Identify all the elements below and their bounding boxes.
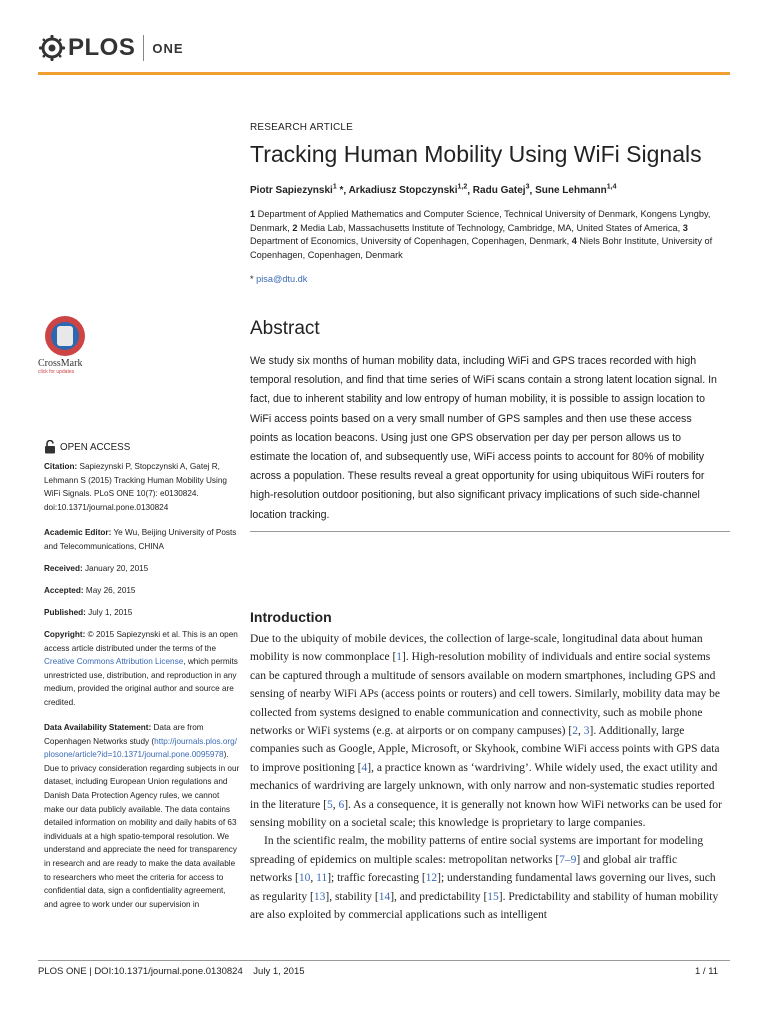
citation-link[interactable]: 15 (487, 890, 499, 903)
citation-link[interactable]: 5 (326, 798, 333, 811)
citation-link[interactable]: 2 (572, 725, 578, 738)
academic-editor: Academic Editor: Ye Wu, Beijing University of Posts and Telecommunications, CHINA (44, 528, 237, 551)
citation-link[interactable]: 4 (361, 761, 368, 774)
footer-citation: PLOS ONE | DOI:10.1371/journal.pone.0130824 July 1, 2015 (38, 966, 305, 977)
data-availability: Data Availability Statement: Data are from Copenhagen Networks study (http://journals.plos.org/plosone/article?id=10.1371/journal.pone.0095978). Due to privacy consideration regarding subjects in our dataset, including European Union regulations and Danish Data Protection Agency rules, we cannot make our data publicly available. The data contains detailed information on mobility and daily habits of 63 individuals at a high spatio-temporal resolution. We understand and appreciate the need for transparency in research and are ready to make the data available to researchers who meet the criteria for access to confidential data, sign a confidentiality agreement, and agree to work under our supervision in (44, 723, 240, 909)
data-link[interactable]: http://journals.plos.org/plosone/article?id=10.1371/journal.pone.0095978 (44, 736, 237, 760)
journal-name: ONE (152, 40, 184, 56)
abstract-heading: Abstract (250, 318, 320, 339)
crossmark-sublabel: click for updates (38, 369, 75, 375)
intro-paragraph: Due to the ubiquity of mobile devices, the collection of large-scale, longitudinal data about human mobility is now commonplace [1]. High-resolution mobility of individuals and entire social systems can be captured through a multitude of sensors available on modern smartphones, including GPS and sensing of nearby WiFi APs (access points or routers) and cell towers. Similarly, mobility data may be collected from systems designed to enable communication and connectivity, such as mobile phone networks or WiFi systems (e.g. at airports or on company campuses) [2, 3]. Additionally, large companies such as Google, Apple, Microsoft, or Skyhook, combine WiFi access points with GPS data to improve positioning [4], a practice known as ‘wardriving’. While widely used, the exact utility and mechanics of wardriving are largely unknown, with only narrow and non-systematic studies reported in the literature [5, 6]. As a consequence, it is generally not known how WiFi networks can be used for sensing mobility on a societal scale; this knowledge is proprietary to large companies. (250, 633, 722, 830)
citation-link[interactable]: 1 (396, 651, 403, 664)
plos-logo-icon (38, 34, 66, 62)
header-rule (38, 72, 730, 75)
page-number: 1 / 11 (695, 966, 719, 977)
citation-link[interactable]: 6 (338, 798, 345, 811)
author[interactable]: Radu Gatej$^3$ (472, 184, 530, 197)
citation: Citation: Sapiezynski P, Stopczynski A, Gatej R, Lehmann S (2015) Tracking Human Mobility Using WiFi Signals. PLoS ONE 10(7): e0130824. doi:10.1371/journal.pone.0130824 (44, 462, 227, 512)
corresponding-email: * pisa@dtu.dk (250, 274, 308, 284)
article-title: Tracking Human Mobility Using WiFi Signals (250, 141, 702, 167)
article-type: RESEARCH ARTICLE (250, 122, 354, 133)
copyright: Copyright: © 2015 Sapiezynski et al. This is an open access article distributed under the terms of the Creative Commons Attribution License, which permits unrestricted use, distribution, and reproduction in any medium, provided the original author and source are credited. (44, 630, 238, 707)
plos-logo[interactable] (38, 34, 184, 62)
introduction-body (250, 630, 722, 925)
open-access-lock-icon (44, 440, 56, 454)
brand-name: PLOS (68, 34, 136, 61)
received-date: Received: January 20, 2015 (44, 564, 149, 573)
accepted-date: Accepted: May 26, 2015 (44, 586, 136, 595)
citation-link[interactable]: 7–9 (559, 853, 577, 866)
citation-link[interactable]: 3 (583, 725, 590, 738)
citation-link[interactable]: 13 (313, 890, 326, 903)
license-link[interactable]: Creative Commons Attribution License (44, 657, 184, 667)
crossmark-icon (45, 316, 85, 356)
email-link[interactable]: pisa@dtu.dk (256, 274, 308, 284)
published-date: Published: July 1, 2015 (44, 608, 133, 617)
open-access-badge: OPEN ACCESS (44, 440, 130, 454)
author[interactable]: Sune Lehmann$^{1,4}$ (535, 184, 617, 197)
crossmark-label: CrossMark (38, 358, 83, 369)
citation-link[interactable]: 12 (425, 872, 438, 885)
citation-link[interactable]: 10 (298, 872, 311, 885)
intro-paragraph: In the scientific realm, the mobility patterns of entire social systems are important for modeling spreading of epidemics on multiple scales: metropolitan networks [7–9] and global air traffic networks [10, 11]; traffic forecasting [12]; understanding fundamental laws governing our lives, such as regularity [13], stability [14], and predictability [15]. Predictability and stability of human mobility are also exploited by commercial applications such as intelligent (250, 835, 719, 922)
footer-rule (38, 960, 730, 961)
author[interactable]: Arkadiusz Stopczynski$^{1,2}$ (348, 184, 468, 197)
abstract-text: We study six months of human mobility data, including WiFi and GPS traces recorded with high temporal resolution, and find that time series of WiFi scans contain a strong latent location signal. In fact, due to inherent stability and low entropy of human mobility, it is possible to assign location to WiFi access points based on a very small number of GPS samples and then use these access points as location beacons. Using just one GPS observation per day per person allows us to estimate the location of, and subsequently use, WiFi access points to account for 80% of mobility across a population. These results reveal a great opportunity for using ubiquitous WiFi routers for high-resolution outdoor positioning, but also significant privacy implications of such side-channel location tracking. (250, 355, 717, 521)
citation-link[interactable]: 11 (316, 872, 328, 885)
introduction-heading: Introduction (250, 609, 332, 625)
abstract-divider (250, 531, 730, 532)
logo-divider (143, 35, 144, 61)
citation-link[interactable]: 14 (378, 890, 391, 903)
author[interactable]: Piotr Sapiezynski$^1$ * (250, 184, 344, 197)
crossmark-badge[interactable] (38, 316, 108, 375)
author-list: Piotr Sapiezynski$^1$ *, Arkadiusz Stopczynski$^{1,2}$, Radu Gatej$^3$, Sune Lehmann$^{1,4}$ (250, 184, 617, 197)
affiliations: 1 Department of Applied Mathematics and Computer Science, Technical University of Denmark, Kongens Lyngby, Denmark, 2 Media Lab, Massachusetts Institute of Technology, Cambridge, MA, United States of America, 3 Department of Economics, University of Copenhagen, Copenhagen, Denmark, 4 Niels Bohr Institute, University of Copenhagen, Copenhagen, Denmark (250, 209, 713, 260)
